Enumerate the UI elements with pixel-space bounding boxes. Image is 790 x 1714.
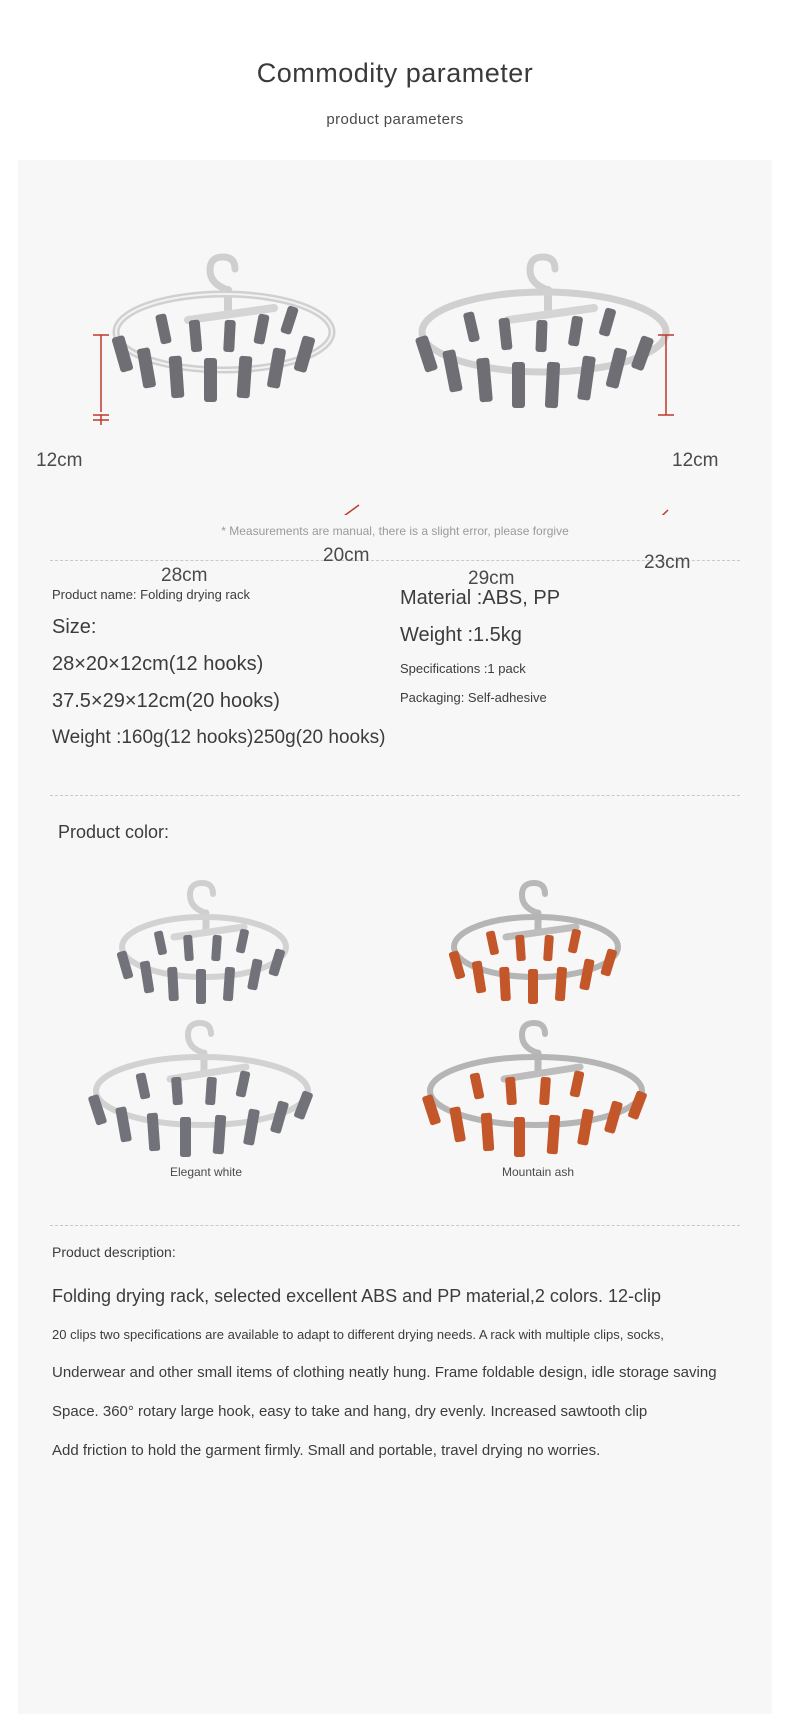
description-line-1: 20 clips two specifications are available to adapt to different drying needs. A rack with multiple clips, socks, (52, 1327, 664, 1342)
color-label-orange: Mountain ash (501, 1165, 575, 1179)
product-color-title: Product color: (58, 822, 170, 842)
color-swatch-white-small[interactable] (98, 873, 328, 1013)
color-swatch-white-large[interactable] (76, 1013, 336, 1163)
spec-material: Material :ABS, PP (400, 587, 561, 609)
spec-packaging: Packaging: Self-adhesive (400, 690, 547, 705)
dim-left-width: 28cm (161, 565, 208, 586)
spec-size-20hooks: 37.5×29×12cm(20 hooks) (52, 690, 280, 712)
spec-column-right (400, 587, 738, 763)
description-title: Product description: (52, 1244, 176, 1260)
spec-size-12hooks: 28×20×12cm(12 hooks) (52, 653, 264, 675)
measurement-note: * Measurements are manual, there is a slight error, please forgive (221, 524, 569, 538)
measure-lines-left (73, 215, 413, 515)
content-panel (18, 160, 772, 1714)
dim-right-depth: 23cm (644, 552, 691, 573)
color-swatch-orange-small[interactable] (430, 873, 660, 1013)
description-lead: Folding drying rack, selected excellent ABS and PP material,2 colors. 12-clip (52, 1286, 661, 1306)
description-line-4: Add friction to hold the garment firmly. Small and portable, travel drying no worries. (52, 1442, 601, 1459)
specification-table (18, 561, 772, 773)
page-header (0, 0, 790, 128)
product-color-grid (18, 843, 772, 1203)
page-title: Commodity parameter (256, 58, 534, 88)
measure-lines-right (378, 215, 718, 515)
product-description (18, 1226, 772, 1459)
spec-specifications: Specifications :1 pack (400, 661, 526, 676)
page-subtitle: product parameters (326, 111, 464, 128)
spec-column-left (52, 587, 400, 763)
description-line-3: Space. 360° rotary large hook, easy to take and hang, dry evenly. Increased sawtooth clip (52, 1403, 648, 1420)
dim-left-height: 12cm (36, 450, 83, 471)
spec-weight-hooks: Weight :160g(12 hooks)250g(20 hooks) (52, 727, 386, 748)
color-label-white: Elegant white (169, 1165, 243, 1179)
color-swatch-orange-large[interactable] (410, 1013, 670, 1163)
description-line-2: Underwear and other small items of clothing neatly hung. Frame foldable design, idle storage saving (52, 1364, 717, 1381)
dim-right-width: 29cm (468, 568, 515, 589)
dim-right-height: 12cm (672, 450, 719, 471)
spec-weight: Weight :1.5kg (400, 624, 522, 646)
dim-left-depth: 20cm (323, 545, 370, 566)
spec-product-name: Product name: Folding drying rack (52, 587, 250, 602)
spec-size-label: Size: (52, 616, 97, 638)
